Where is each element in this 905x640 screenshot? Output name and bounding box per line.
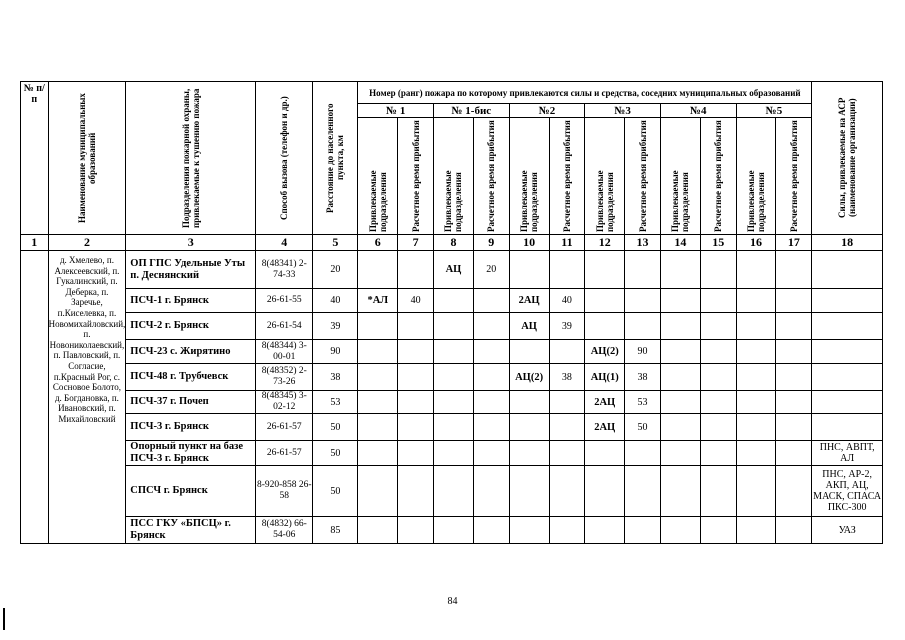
arrival-time (625, 441, 661, 466)
arrival-time (473, 441, 509, 466)
distance-km: 85 (313, 517, 358, 544)
arrival-time (549, 517, 585, 544)
arrival-time (398, 340, 434, 364)
arrival-time (398, 517, 434, 544)
assigned-units: АЦ(2) (509, 364, 549, 391)
column-number: 12 (585, 235, 625, 251)
assigned-units (509, 340, 549, 364)
assigned-units (434, 391, 474, 414)
arrival-time: 90 (625, 340, 661, 364)
arrival-time (398, 441, 434, 466)
asr-forces (812, 289, 883, 313)
assigned-units (358, 517, 398, 544)
distance-km: 90 (313, 340, 358, 364)
assigned-units: *АЛ (358, 289, 398, 313)
assigned-units (509, 414, 549, 441)
assigned-units (434, 340, 474, 364)
assigned-units (509, 517, 549, 544)
assigned-units (509, 466, 549, 517)
call-method: 8-920-858 26-58 (256, 466, 313, 517)
distance-km: 50 (313, 466, 358, 517)
assigned-units (509, 441, 549, 466)
arrival-time: 38 (625, 364, 661, 391)
header-municipal: Наименование муниципальных образований (76, 93, 97, 223)
arrival-time (625, 517, 661, 544)
assigned-units (736, 391, 776, 414)
call-method: 26-61-55 (256, 289, 313, 313)
arrival-time (700, 251, 736, 289)
call-method: 8(48344) 3-00-01 (256, 340, 313, 364)
assigned-units (660, 466, 700, 517)
table-row (21, 441, 883, 466)
arrival-time (776, 441, 812, 466)
rank-3: №3 (585, 104, 661, 118)
arrival-time (776, 414, 812, 441)
unit-name: ПСЧ-2 г. Брянск (126, 313, 256, 340)
asr-forces (812, 313, 883, 340)
arrival-time (776, 340, 812, 364)
header-call: Способ вызова (телефон и др.) (279, 96, 290, 220)
arrival-time (398, 313, 434, 340)
unit-name: ПСЧ-48 г. Трубчевск (126, 364, 256, 391)
asr-forces (812, 340, 883, 364)
arrival-time (473, 391, 509, 414)
arrival-time (473, 340, 509, 364)
arrival-time (473, 517, 509, 544)
table-row (21, 517, 883, 544)
sub-header-units: Привлекаемые подразделения (519, 170, 540, 232)
arrival-time: 40 (398, 289, 434, 313)
asr-forces (812, 391, 883, 414)
assigned-units (358, 414, 398, 441)
column-number-row (21, 235, 883, 251)
arrival-time (700, 414, 736, 441)
rank-1bis: № 1-бис (434, 104, 510, 118)
arrival-time (549, 340, 585, 364)
assigned-units (736, 517, 776, 544)
call-method: 8(48341) 2-74-33 (256, 251, 313, 289)
assigned-units (585, 517, 625, 544)
assigned-units (358, 340, 398, 364)
assigned-units (358, 251, 398, 289)
sub-header-time: Расчетное время прибытия (486, 120, 497, 232)
sub-header-time: Расчетное время прибытия (713, 120, 724, 232)
arrival-time (700, 364, 736, 391)
arrival-time (398, 251, 434, 289)
assigned-units (358, 364, 398, 391)
assigned-units (660, 340, 700, 364)
arrival-time (549, 414, 585, 441)
unit-name: ОП ГПС Удельные Уты п. Деснянский (126, 251, 256, 289)
asr-forces (812, 251, 883, 289)
column-number: 11 (549, 235, 585, 251)
assigned-units (736, 289, 776, 313)
asr-forces (812, 414, 883, 441)
header-units: Подразделения пожарной охраны, привлекаемые к тушению пожара (180, 88, 201, 228)
assigned-units (585, 313, 625, 340)
arrival-time (776, 364, 812, 391)
arrival-time (473, 414, 509, 441)
unit-name: СПСЧ г. Брянск (126, 466, 256, 517)
arrival-time: 40 (549, 289, 585, 313)
column-number: 18 (812, 235, 883, 251)
arrival-time (473, 289, 509, 313)
arrival-time (398, 364, 434, 391)
assigned-units (509, 251, 549, 289)
arrival-time (700, 517, 736, 544)
unit-name: ПСЧ-23 с. Жирятино (126, 340, 256, 364)
assigned-units (736, 441, 776, 466)
column-number: 1 (21, 235, 49, 251)
unit-name: ПСЧ-3 г. Брянск (126, 414, 256, 441)
arrival-time (700, 391, 736, 414)
assigned-units (736, 251, 776, 289)
arrival-time (549, 466, 585, 517)
asr-forces: УАЗ (812, 517, 883, 544)
rank-4: №4 (660, 104, 736, 118)
assigned-units (358, 391, 398, 414)
assigned-units: 2АЦ (509, 289, 549, 313)
header-asr: Силы, привлекаемые на АСР (наименование организации) (837, 97, 858, 219)
arrival-time (776, 251, 812, 289)
column-number: 9 (473, 235, 509, 251)
arrival-time (473, 364, 509, 391)
sub-header-time: Расчетное время прибытия (788, 120, 799, 232)
arrival-time (398, 414, 434, 441)
arrival-time (776, 391, 812, 414)
arrival-time (549, 441, 585, 466)
call-method: 26-61-57 (256, 441, 313, 466)
column-number: 3 (126, 235, 256, 251)
sub-header-time: Расчетное время прибытия (410, 120, 421, 232)
arrival-time (549, 391, 585, 414)
assigned-units (736, 340, 776, 364)
arrival-time (700, 340, 736, 364)
column-number: 17 (776, 235, 812, 251)
arrival-time (398, 466, 434, 517)
rank-5: №5 (736, 104, 812, 118)
column-number: 16 (736, 235, 776, 251)
assigned-units (660, 414, 700, 441)
arrival-time: 38 (549, 364, 585, 391)
arrival-time: 20 (473, 251, 509, 289)
assigned-units (736, 364, 776, 391)
arrival-time (700, 313, 736, 340)
rank-1: № 1 (358, 104, 434, 118)
assigned-units (434, 289, 474, 313)
asr-forces: ПНС, АР-2, АКП, АЦ, МАСК, СПАСА ПКС-300 (812, 466, 883, 517)
arrival-time (700, 466, 736, 517)
table-row (21, 391, 883, 414)
table-row (21, 364, 883, 391)
asr-forces: ПНС, АВПТ, АЛ (812, 441, 883, 466)
table-row (21, 466, 883, 517)
assigned-units (585, 466, 625, 517)
call-method: 26-61-54 (256, 313, 313, 340)
sub-header-units: Привлекаемые подразделения (367, 170, 388, 232)
arrival-time (700, 289, 736, 313)
call-method: 26-61-57 (256, 414, 313, 441)
column-number: 2 (48, 235, 126, 251)
column-number: 15 (700, 235, 736, 251)
fire-resources-table (20, 81, 883, 544)
unit-name: Опорный пункт на базе ПСЧ-3 г. Брянск (126, 441, 256, 466)
arrival-time (776, 466, 812, 517)
sub-header-time: Расчетное время прибытия (637, 120, 648, 232)
table-row (21, 289, 883, 313)
arrival-time (625, 251, 661, 289)
arrival-time (625, 313, 661, 340)
scan-edge-mark (3, 608, 5, 630)
assigned-units (358, 441, 398, 466)
distance-km: 39 (313, 313, 358, 340)
asr-forces (812, 364, 883, 391)
arrival-time (625, 466, 661, 517)
header-rank-group: Номер (ранг) пожара по которому привлекаются силы и средства, соседних муниципальных образований (358, 82, 812, 104)
arrival-time (776, 313, 812, 340)
assigned-units (509, 391, 549, 414)
arrival-time (549, 251, 585, 289)
column-number: 14 (660, 235, 700, 251)
unit-name: ПСС ГКУ «БПСЦ» г. Брянск (126, 517, 256, 544)
unit-name: ПСЧ-37 г. Почеп (126, 391, 256, 414)
sub-header-units: Привлекаемые подразделения (443, 170, 464, 232)
distance-km: 53 (313, 391, 358, 414)
row-num-cell (21, 251, 49, 544)
call-method: 8(48352) 2-73-26 (256, 364, 313, 391)
assigned-units (434, 364, 474, 391)
assigned-units (585, 441, 625, 466)
sub-header-time: Расчетное время прибытия (561, 120, 572, 232)
assigned-units (358, 466, 398, 517)
assigned-units: АЦ(1) (585, 364, 625, 391)
call-method: 8(48345) 3-02-12 (256, 391, 313, 414)
header-distance: Расстояние до населенного пункта, км (325, 103, 346, 213)
municipalities-cell: д. Хмелево, п. Алексеевский, п. Гукалинский, п. Деберка, п. Заречье, п.Киселевка, п. Новомихайловский, п. Новониколаевский, п. Павловский, п. Согласие, п.Красный Рог, с. Сосновое Болото, д. Богдановка, п. Ивановский, п. Михайловский (48, 251, 126, 544)
assigned-units (434, 414, 474, 441)
column-number: 4 (256, 235, 313, 251)
assigned-units: АЦ (509, 313, 549, 340)
column-number: 13 (625, 235, 661, 251)
assigned-units (434, 441, 474, 466)
column-number: 7 (398, 235, 434, 251)
page-number: 84 (447, 596, 458, 607)
arrival-time (625, 289, 661, 313)
assigned-units (434, 466, 474, 517)
arrival-time (700, 441, 736, 466)
distance-km: 40 (313, 289, 358, 313)
arrival-time: 50 (625, 414, 661, 441)
assigned-units (736, 313, 776, 340)
distance-km: 50 (313, 441, 358, 466)
table-row (21, 251, 883, 289)
assigned-units: АЦ (434, 251, 474, 289)
assigned-units (660, 251, 700, 289)
assigned-units (358, 313, 398, 340)
assigned-units: 2АЦ (585, 391, 625, 414)
assigned-units (585, 251, 625, 289)
column-number: 10 (509, 235, 549, 251)
distance-km: 50 (313, 414, 358, 441)
distance-km: 38 (313, 364, 358, 391)
arrival-time (473, 313, 509, 340)
sub-header-units: Привлекаемые подразделения (746, 170, 766, 232)
arrival-time (398, 391, 434, 414)
arrival-time (776, 289, 812, 313)
assigned-units (660, 289, 700, 313)
assigned-units: АЦ(2) (585, 340, 625, 364)
assigned-units (660, 517, 700, 544)
assigned-units (660, 391, 700, 414)
distance-km: 20 (313, 251, 358, 289)
assigned-units: 2АЦ (585, 414, 625, 441)
sub-header-units: Привлекаемые подразделения (594, 170, 615, 232)
assigned-units (736, 414, 776, 441)
column-number: 8 (434, 235, 474, 251)
assigned-units (434, 517, 474, 544)
unit-name: ПСЧ-1 г. Брянск (126, 289, 256, 313)
column-number: 5 (313, 235, 358, 251)
assigned-units (434, 313, 474, 340)
table-row (21, 340, 883, 364)
arrival-time: 39 (549, 313, 585, 340)
table-row (21, 414, 883, 441)
assigned-units (736, 466, 776, 517)
assigned-units (585, 289, 625, 313)
call-method: 8(4832) 66-54-06 (256, 517, 313, 544)
header-num: № п/п (21, 82, 49, 235)
arrival-time: 53 (625, 391, 661, 414)
sub-header-units: Привлекаемые подразделения (670, 170, 691, 232)
column-number: 6 (358, 235, 398, 251)
assigned-units (660, 441, 700, 466)
arrival-time (776, 517, 812, 544)
assigned-units (660, 313, 700, 340)
arrival-time (473, 466, 509, 517)
rank-2: №2 (509, 104, 585, 118)
table-row (21, 313, 883, 340)
assigned-units (660, 364, 700, 391)
